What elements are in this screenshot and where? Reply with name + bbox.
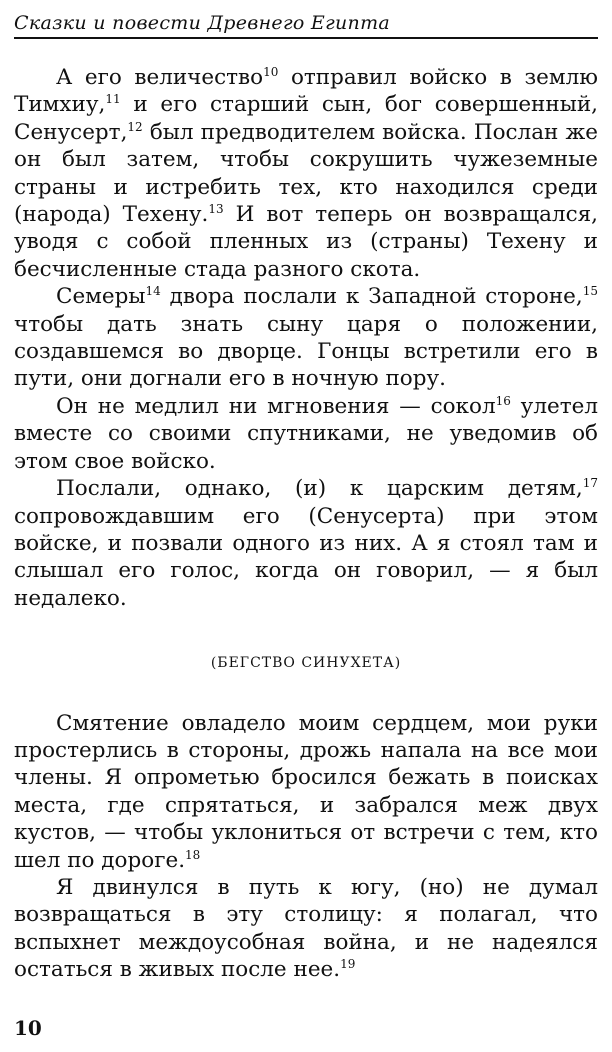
text-run: двора послали к Западной стороне, bbox=[160, 284, 583, 310]
text-run: Я двинулся в путь к югу, (но) не думал возвращаться в эту столицу: я полагал, что вспыхнет междоусобная война, и не надеялся остаться в живых после нее. bbox=[14, 874, 598, 983]
text-run: Смятение овладело моим сердцем, мои руки простерлись в стороны, дрожь напала на все мои члены. Я опрометью бросился бежать в поисках места, где спрятаться, и забрался меж двух кустов, — чтобы уклониться от встречи с тем, кто шел по дороге. bbox=[14, 710, 598, 873]
page-body bbox=[14, 64, 598, 984]
footnote-ref: 15 bbox=[582, 284, 598, 299]
paragraph bbox=[14, 475, 598, 612]
paragraph bbox=[14, 710, 598, 874]
footnote-ref: 13 bbox=[208, 201, 224, 216]
text-run: Семеры bbox=[56, 284, 146, 310]
footnote-ref: 19 bbox=[340, 957, 356, 972]
section-heading: (БЕГСТВО СИНУХЕТА) bbox=[210, 655, 402, 672]
paragraph bbox=[14, 393, 598, 475]
text-run: сопровождавшим его (Сенусерта) при этом войске, и позвали одного из них. А я стоял там и слышал его голос, когда он говорил, — я был недалеко. bbox=[14, 503, 598, 611]
text-run: А его величество bbox=[56, 65, 264, 90]
footnote-ref: 16 bbox=[495, 393, 511, 408]
footnote-ref: 12 bbox=[127, 119, 143, 134]
text-run: отправил войско в землю Тимхиу, bbox=[14, 65, 598, 118]
text-run: И вот теперь он возвращался, уводя с собой пленных из (страны) Техену и бесчисленные стада разного скота. bbox=[14, 202, 599, 282]
paragraph bbox=[14, 64, 598, 283]
running-head-title: Сказки и повести Древнего Египта bbox=[14, 12, 391, 34]
page-number: 10 bbox=[14, 1016, 42, 1040]
text-block-after-heading bbox=[14, 710, 598, 984]
footnote-ref: 17 bbox=[582, 475, 598, 490]
footnote-ref: 14 bbox=[145, 284, 161, 299]
paragraph bbox=[14, 283, 598, 393]
footnote-ref: 10 bbox=[263, 64, 279, 79]
text-run: Он не медлил ни мгновения — сокол bbox=[56, 393, 496, 419]
text-run: чтобы дать знать сыну царя о положении, создавшемся во дворце. Гонцы встретили его в пути, они догнали его в ночную пору. bbox=[14, 311, 598, 392]
footnote-ref: 11 bbox=[105, 92, 121, 107]
text-run: улетел вместе со своими спутниками, не уведомив об этом свое войско. bbox=[14, 393, 598, 474]
running-head bbox=[14, 12, 598, 39]
text-block-before-heading bbox=[14, 64, 598, 612]
footnote-ref: 18 bbox=[185, 847, 201, 862]
text-run: Послали, однако, (и) к царским детям, bbox=[56, 476, 583, 502]
text-run: и его старший сын, бог совершенный, Сенусерт, bbox=[14, 92, 598, 145]
paragraph bbox=[14, 874, 598, 984]
text-run: был предводителем войска. Послан же он был затем, чтобы сокрушить чужеземные страны и истребить тех, кто находился среди (народа) Техену. bbox=[14, 119, 598, 228]
